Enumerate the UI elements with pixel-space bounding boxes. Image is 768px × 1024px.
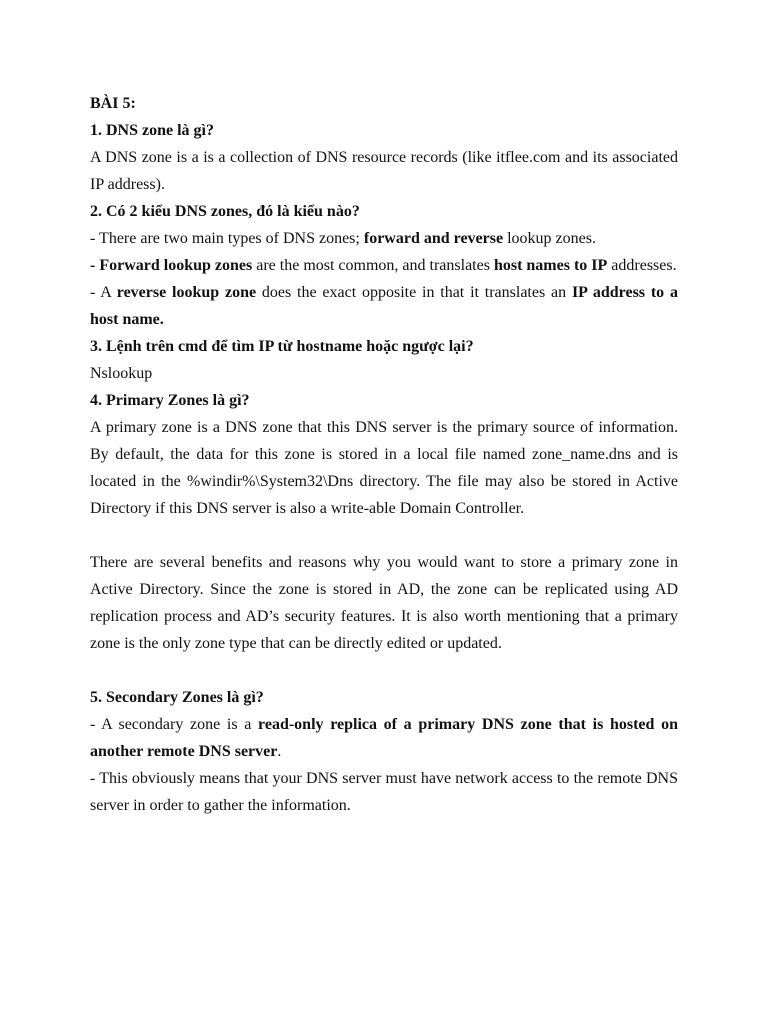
q2-p1-bold: forward and reverse bbox=[363, 230, 504, 247]
q2-p3-text: - A bbox=[90, 284, 117, 301]
q4-paragraph-2: There are several benefits and reasons why you would want to store a primary zone in Active Directory. Since the zone is stored in AD, the zone can be replicated using AD replication process and AD’s security features. It is also worth mentioning that a primary zone is the only zone type that can be directly edited or updated. bbox=[90, 554, 678, 652]
q5-p1-text-end: . bbox=[277, 743, 282, 760]
q5-p1-bold: read-only replica of a primary DNS zone that is hosted on another remote DNS server bbox=[90, 716, 678, 760]
document-page bbox=[90, 90, 678, 819]
paragraph-gap bbox=[90, 522, 678, 549]
q2-paragraph-reverse bbox=[90, 279, 678, 333]
lesson-title: BÀI 5: bbox=[90, 95, 136, 112]
q2-p1-text: - There are two main types of DNS zones; bbox=[90, 230, 364, 247]
q2-heading: 2. Có 2 kiểu DNS zones, đó là kiểu nào? bbox=[90, 203, 360, 220]
q2-paragraph-forward bbox=[90, 252, 678, 279]
q2-p1-text-end: lookup zones. bbox=[503, 230, 596, 247]
q2-p3-bold: reverse lookup zone bbox=[116, 284, 257, 301]
q3-answer: Nslookup bbox=[90, 365, 153, 382]
q2-p2-bold: - Forward lookup zones bbox=[90, 257, 253, 274]
q2-p3-bold-2: IP address to a host name. bbox=[90, 284, 678, 328]
q1-answer: A DNS zone is a is a collection of DNS resource records (like itflee.com and its associated IP address). bbox=[90, 149, 678, 193]
q2-p2-text-end: addresses. bbox=[607, 257, 677, 274]
q5-heading: 5. Secondary Zones là gì? bbox=[90, 689, 264, 706]
q5-p1-text: - A secondary zone is a bbox=[90, 716, 259, 733]
q2-paragraph-types bbox=[90, 225, 678, 252]
q3-heading: 3. Lệnh trên cmd để tìm IP từ hostname hoặc ngược lại? bbox=[90, 338, 474, 355]
q4-paragraph-1: A primary zone is a DNS zone that this DNS server is the primary source of information. By default, the data for this zone is stored in a local file named zone_name.dns and is located in the %windir%\System32\Dns directory. The file may also be stored in Active Directory if this DNS server is also a write-able Domain Controller. bbox=[90, 419, 678, 517]
q2-p3-text-2: does the exact opposite in that it translates an bbox=[256, 284, 572, 301]
q5-paragraph-1 bbox=[90, 711, 678, 765]
q2-p2-text: are the most common, and translates bbox=[252, 257, 494, 274]
q5-paragraph-2: - This obviously means that your DNS server must have network access to the remote DNS server in order to gather the information. bbox=[90, 770, 678, 814]
q4-heading: 4. Primary Zones là gì? bbox=[90, 392, 250, 409]
paragraph-gap bbox=[90, 657, 678, 684]
q2-p2-bold-2: host names to IP bbox=[493, 257, 608, 274]
q1-heading: 1. DNS zone là gì? bbox=[90, 122, 214, 139]
